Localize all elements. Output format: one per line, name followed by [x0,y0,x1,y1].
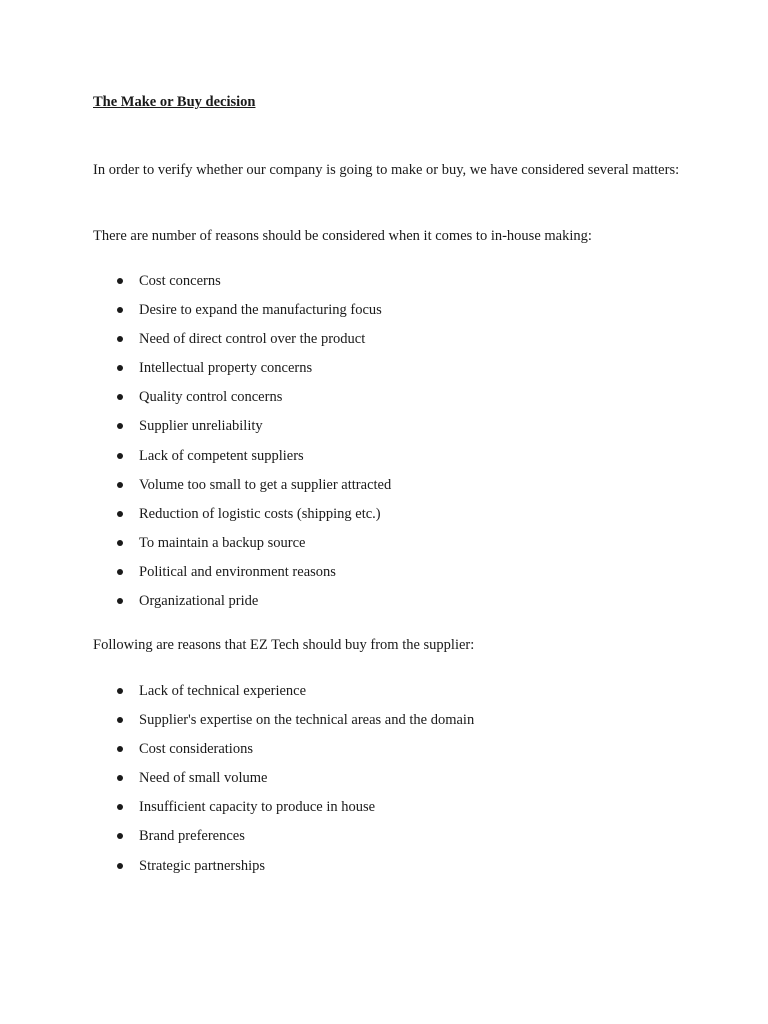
bullet-icon [117,688,123,694]
list-item-text: Cost concerns [139,273,221,289]
list-item-text: To maintain a backup source [139,534,306,551]
list-item-text: Desire to expand the manufacturing focus [139,302,382,319]
list-item-text: Cost considerations [139,741,253,758]
list-item [93,562,391,591]
list-item [93,475,391,504]
list-item-text: Brand preferences [139,828,245,845]
bullet-icon [117,833,123,839]
bullet-icon [117,365,123,371]
list-item-text: Organizational pride [139,593,259,610]
list-item [93,271,391,300]
list-item [93,739,474,768]
bullet-icon [117,278,123,284]
list-item-text: Supplier unreliability [139,418,263,435]
buy-reasons-list [93,681,474,885]
list-item-text: Strategic partnerships [139,857,266,874]
bullet-icon [117,482,123,488]
list-item-text: Need of small volume [139,770,268,787]
list-item [93,710,474,739]
list-item-text: Supplier's expertise on the technical areas and the domain [139,712,475,729]
list-item [93,797,474,826]
bullet-icon [117,453,123,459]
list-item-text: Reduction of logistic costs (shipping etc.) [139,505,381,522]
list-item-text: Intellectual property concerns [139,360,313,377]
list-item [93,504,391,533]
list-item [93,358,391,387]
list-item [93,826,474,855]
list-item [93,533,391,562]
list-item-text: Quality control concerns [139,389,283,406]
bullet-icon [117,336,123,342]
list-item-text: Volume too small to get a supplier attracted [139,476,392,493]
list-item [93,768,474,797]
make-reasons-list [93,271,391,620]
bullet-icon [117,804,123,810]
list-item-text: Insufficient capacity to produce in house [139,799,376,816]
bullet-icon [117,863,123,869]
list-item [93,591,391,620]
bullet-icon [117,569,123,575]
make-reasons-heading: There are number of reasons should be considered when it comes to in-house making: [93,228,592,244]
bullet-icon [117,598,123,604]
bullet-icon [117,540,123,546]
bullet-icon [117,746,123,752]
list-item [93,446,391,475]
bullet-icon [117,394,123,400]
list-item [93,329,391,358]
list-item [93,681,474,710]
list-item-text: Lack of competent suppliers [139,447,304,464]
list-item [93,387,391,416]
list-item [93,856,474,885]
list-item-text: Need of direct control over the product [139,331,366,348]
list-item-text: Lack of technical experience [139,683,307,699]
bullet-icon [117,717,123,723]
list-item [93,300,391,329]
document-title: The Make or Buy decision [93,94,256,110]
list-item [93,416,391,445]
bullet-icon [117,307,123,313]
buy-reasons-heading: Following are reasons that EZ Tech should buy from the supplier: [93,637,475,653]
bullet-icon [117,511,123,517]
list-item-text: Political and environment reasons [139,563,336,580]
bullet-icon [117,423,123,429]
bullet-icon [117,775,123,781]
intro-paragraph: In order to verify whether our company is going to make or buy, we have considered several matters: [93,162,680,178]
